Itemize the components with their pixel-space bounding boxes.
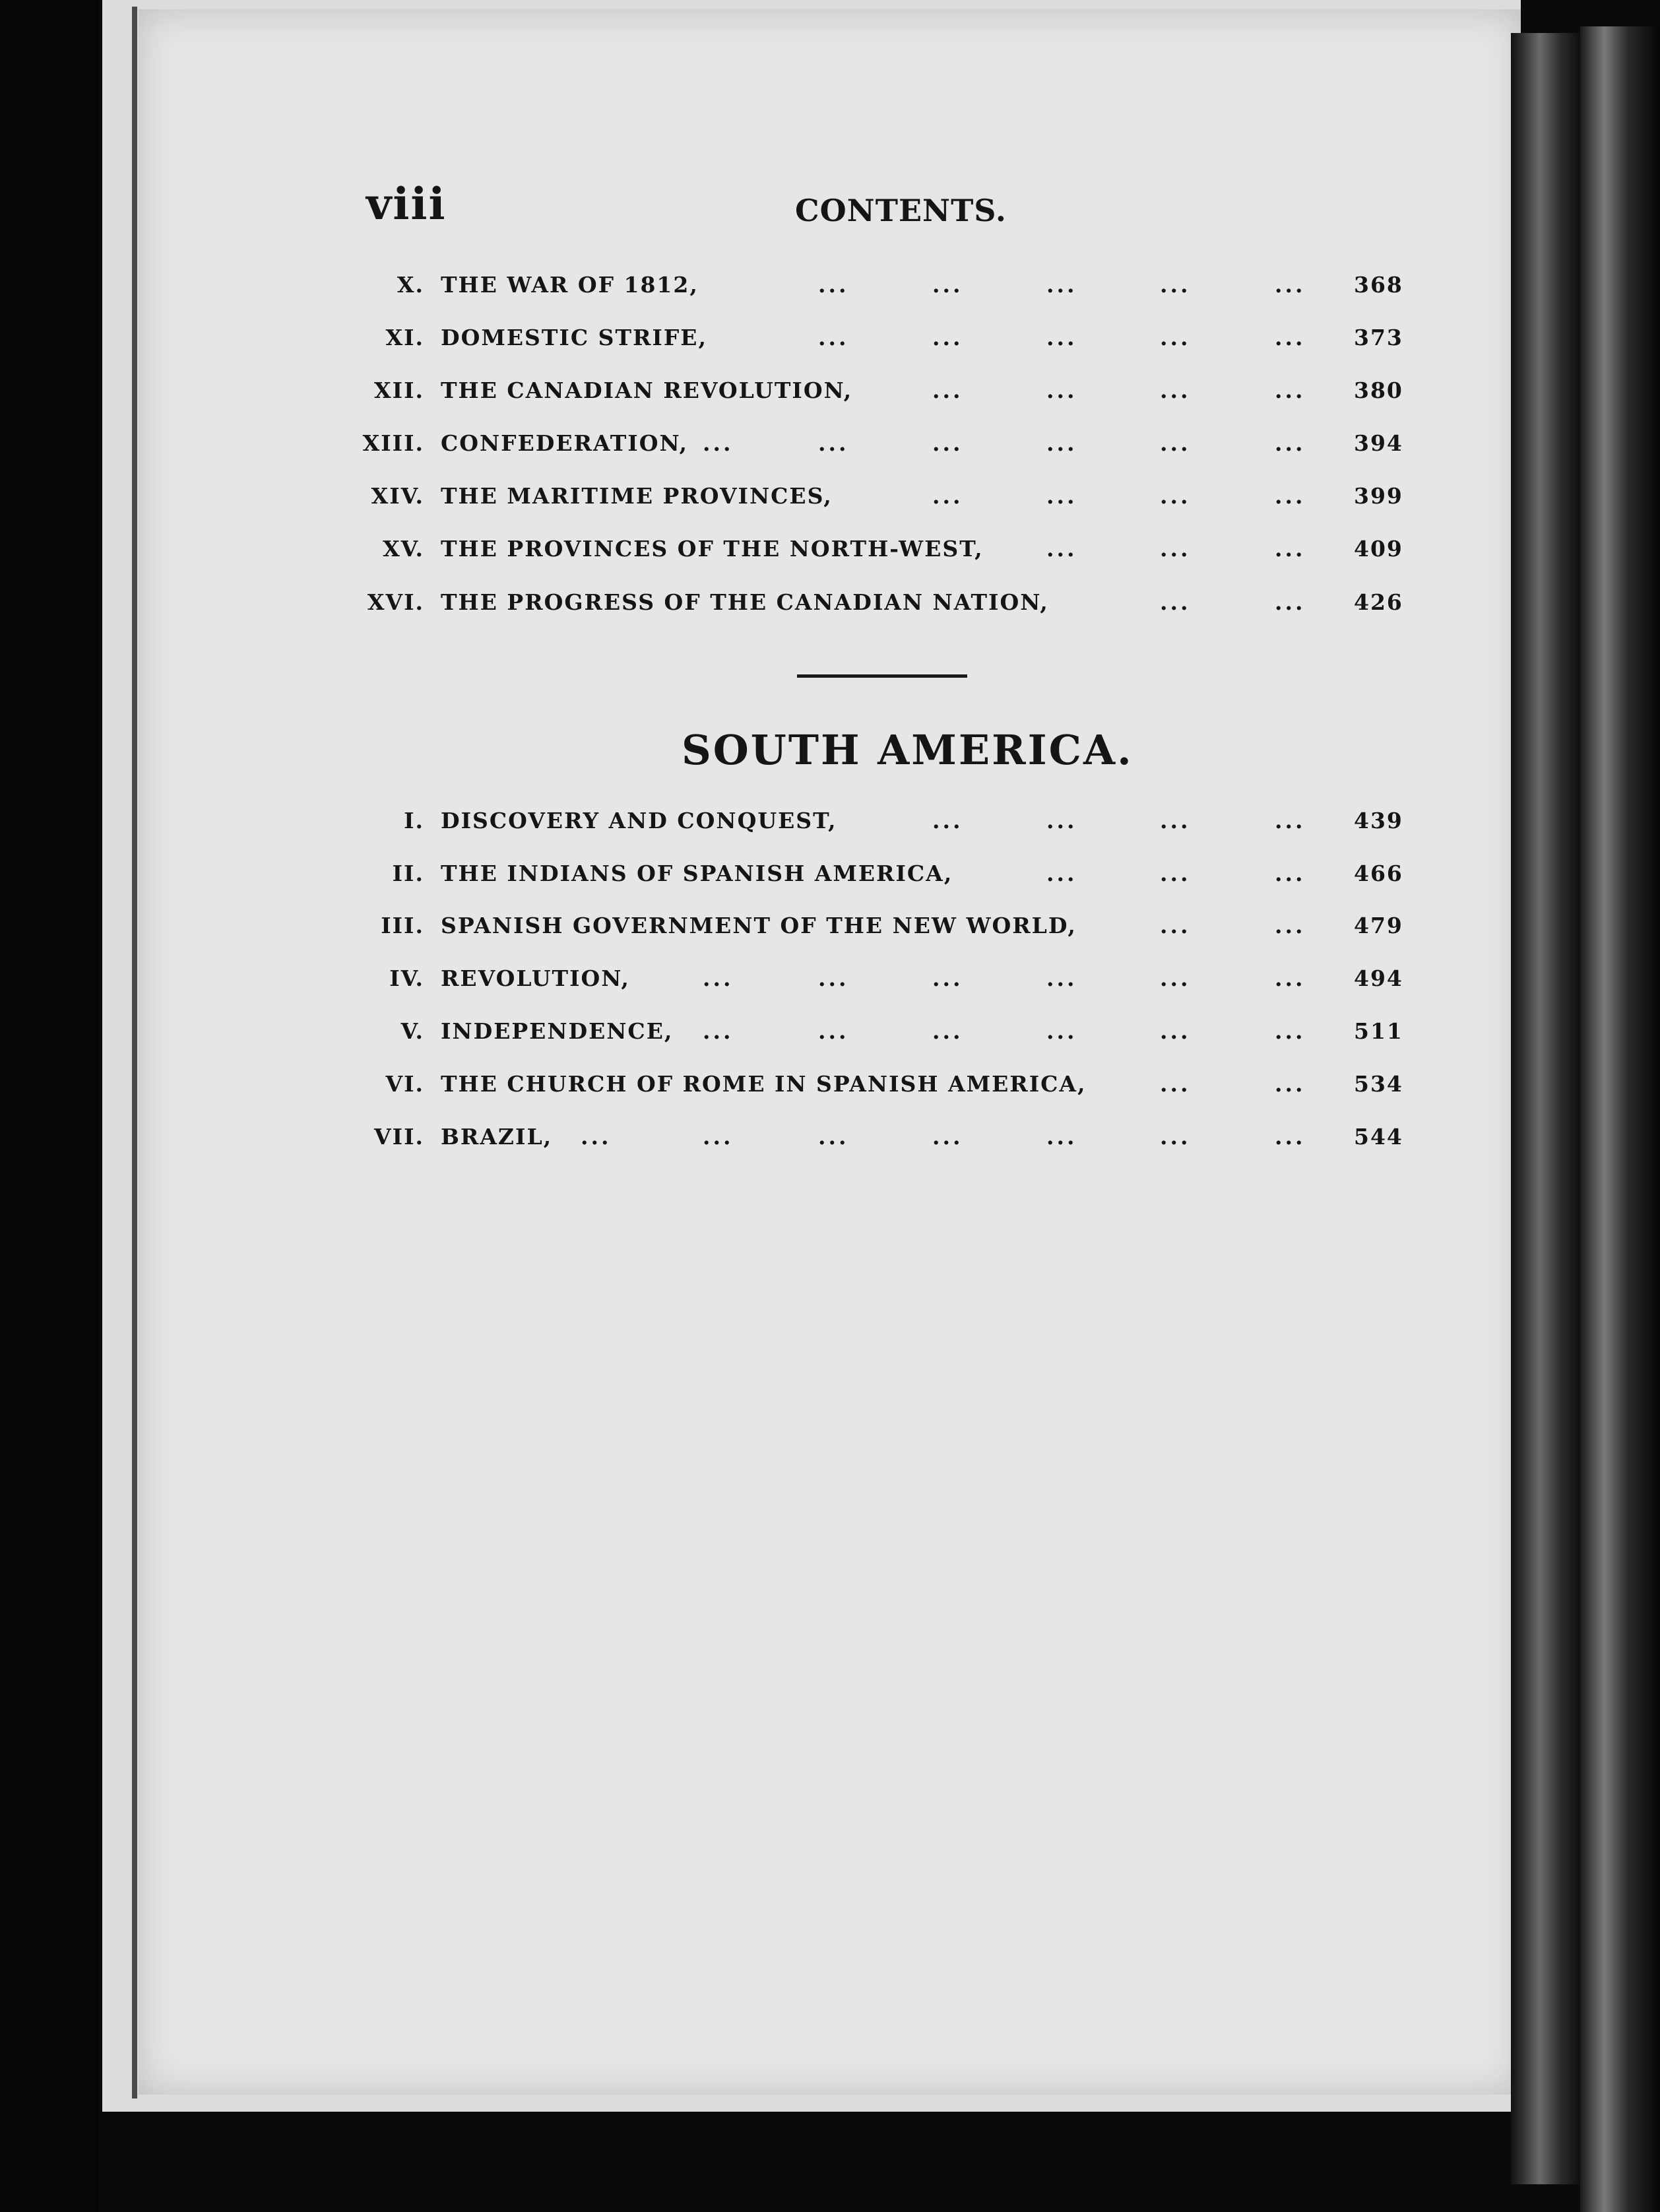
chapter-numeral: I. xyxy=(404,808,424,833)
page-number: 409 xyxy=(1354,536,1403,562)
chapter-numeral: XVI. xyxy=(367,589,424,615)
chapter-numeral: VI. xyxy=(385,1071,424,1097)
chapter-numeral: X. xyxy=(397,272,424,298)
chapter-title: CONFEDERATION, xyxy=(441,430,689,456)
page-number: 380 xyxy=(1354,377,1403,403)
dot-leaders: ... ... ... ... ... ... xyxy=(703,430,1306,456)
page-number: 394 xyxy=(1354,430,1403,456)
chapter-title: REVOLUTION, xyxy=(441,965,630,991)
toc-entry xyxy=(0,913,1660,952)
page-number: 439 xyxy=(1354,808,1403,833)
chapter-numeral: XV. xyxy=(383,536,424,562)
toc-entry xyxy=(0,377,1660,417)
chapter-numeral: V. xyxy=(400,1018,424,1044)
dot-leaders: ... ... ... ... xyxy=(932,377,1306,403)
chapter-title: SPANISH GOVERNMENT OF THE NEW WORLD, xyxy=(441,913,1077,938)
chapter-title: DISCOVERY AND CONQUEST, xyxy=(441,808,837,833)
section-divider xyxy=(797,674,967,678)
toc-entry xyxy=(0,1018,1660,1058)
toc-entry xyxy=(0,589,1660,629)
chapter-title: THE MARITIME PROVINCES, xyxy=(441,483,833,509)
chapter-numeral: IV. xyxy=(389,965,424,991)
dot-leaders: ... ... ... ... xyxy=(932,483,1306,509)
chapter-title: THE CANADIAN REVOLUTION, xyxy=(441,377,853,403)
dot-leaders: ... ... ... xyxy=(1046,861,1306,886)
chapter-numeral: VII. xyxy=(374,1124,424,1150)
chapter-numeral: XI. xyxy=(385,325,424,350)
chapter-numeral: XII. xyxy=(374,377,424,403)
chapter-numeral: XIV. xyxy=(371,483,424,509)
toc-entry xyxy=(0,272,1660,311)
dot-leaders: ... ... ... xyxy=(1046,536,1306,562)
toc-entry xyxy=(0,861,1660,900)
page-number: 534 xyxy=(1354,1071,1403,1097)
toc-entry xyxy=(0,430,1660,470)
chapter-title: THE PROVINCES OF THE NORTH-WEST, xyxy=(441,536,984,562)
toc-entry xyxy=(0,965,1660,1005)
dot-leaders: ... ... ... ... ... ... xyxy=(703,965,1306,991)
page-number: 426 xyxy=(1354,589,1403,615)
toc-entry xyxy=(0,536,1660,575)
dot-leaders: ... ... xyxy=(1160,913,1306,938)
dot-leaders: ... ... ... ... ... xyxy=(818,272,1306,298)
running-head xyxy=(0,178,1660,244)
page-number: 399 xyxy=(1354,483,1403,509)
page-number: 373 xyxy=(1354,325,1403,350)
toc-entry xyxy=(0,808,1660,847)
chapter-title: THE PROGRESS OF THE CANADIAN NATION, xyxy=(441,589,1049,615)
section-heading-south-america: SOUTH AMERICA. xyxy=(682,726,1133,774)
page-number: 511 xyxy=(1354,1018,1403,1044)
page-number: 544 xyxy=(1354,1124,1403,1150)
page-folio: viii xyxy=(366,178,447,230)
toc-entry xyxy=(0,325,1660,364)
running-title: CONTENTS. xyxy=(795,193,1007,228)
dot-leaders: ... ... ... ... ... ... ... xyxy=(581,1124,1306,1150)
page-number: 494 xyxy=(1354,965,1403,991)
chapter-title: DOMESTIC STRIFE, xyxy=(441,325,707,350)
chapter-title: INDEPENDENCE, xyxy=(441,1018,674,1044)
dot-leaders: ... ... ... ... ... ... xyxy=(703,1018,1306,1044)
dot-leaders: ... ... ... ... ... xyxy=(818,325,1306,350)
page-number: 368 xyxy=(1354,272,1403,298)
dot-leaders: ... ... xyxy=(1160,1071,1306,1097)
chapter-title: THE WAR OF 1812, xyxy=(441,272,699,298)
dot-leaders: ... ... xyxy=(1160,589,1306,615)
chapter-numeral: II. xyxy=(392,861,424,886)
chapter-title: BRAZIL, xyxy=(441,1124,553,1150)
chapter-numeral: III. xyxy=(381,913,424,938)
chapter-title: THE CHURCH OF ROME IN SPANISH AMERICA, xyxy=(441,1071,1087,1097)
page-number: 479 xyxy=(1354,913,1403,938)
chapter-numeral: XIII. xyxy=(362,430,424,456)
page-number: 466 xyxy=(1354,861,1403,886)
chapter-title: THE INDIANS OF SPANISH AMERICA, xyxy=(441,861,953,886)
dot-leaders: ... ... ... ... xyxy=(932,808,1306,833)
toc-entry xyxy=(0,483,1660,523)
toc-entry xyxy=(0,1124,1660,1163)
toc-entry xyxy=(0,1071,1660,1111)
